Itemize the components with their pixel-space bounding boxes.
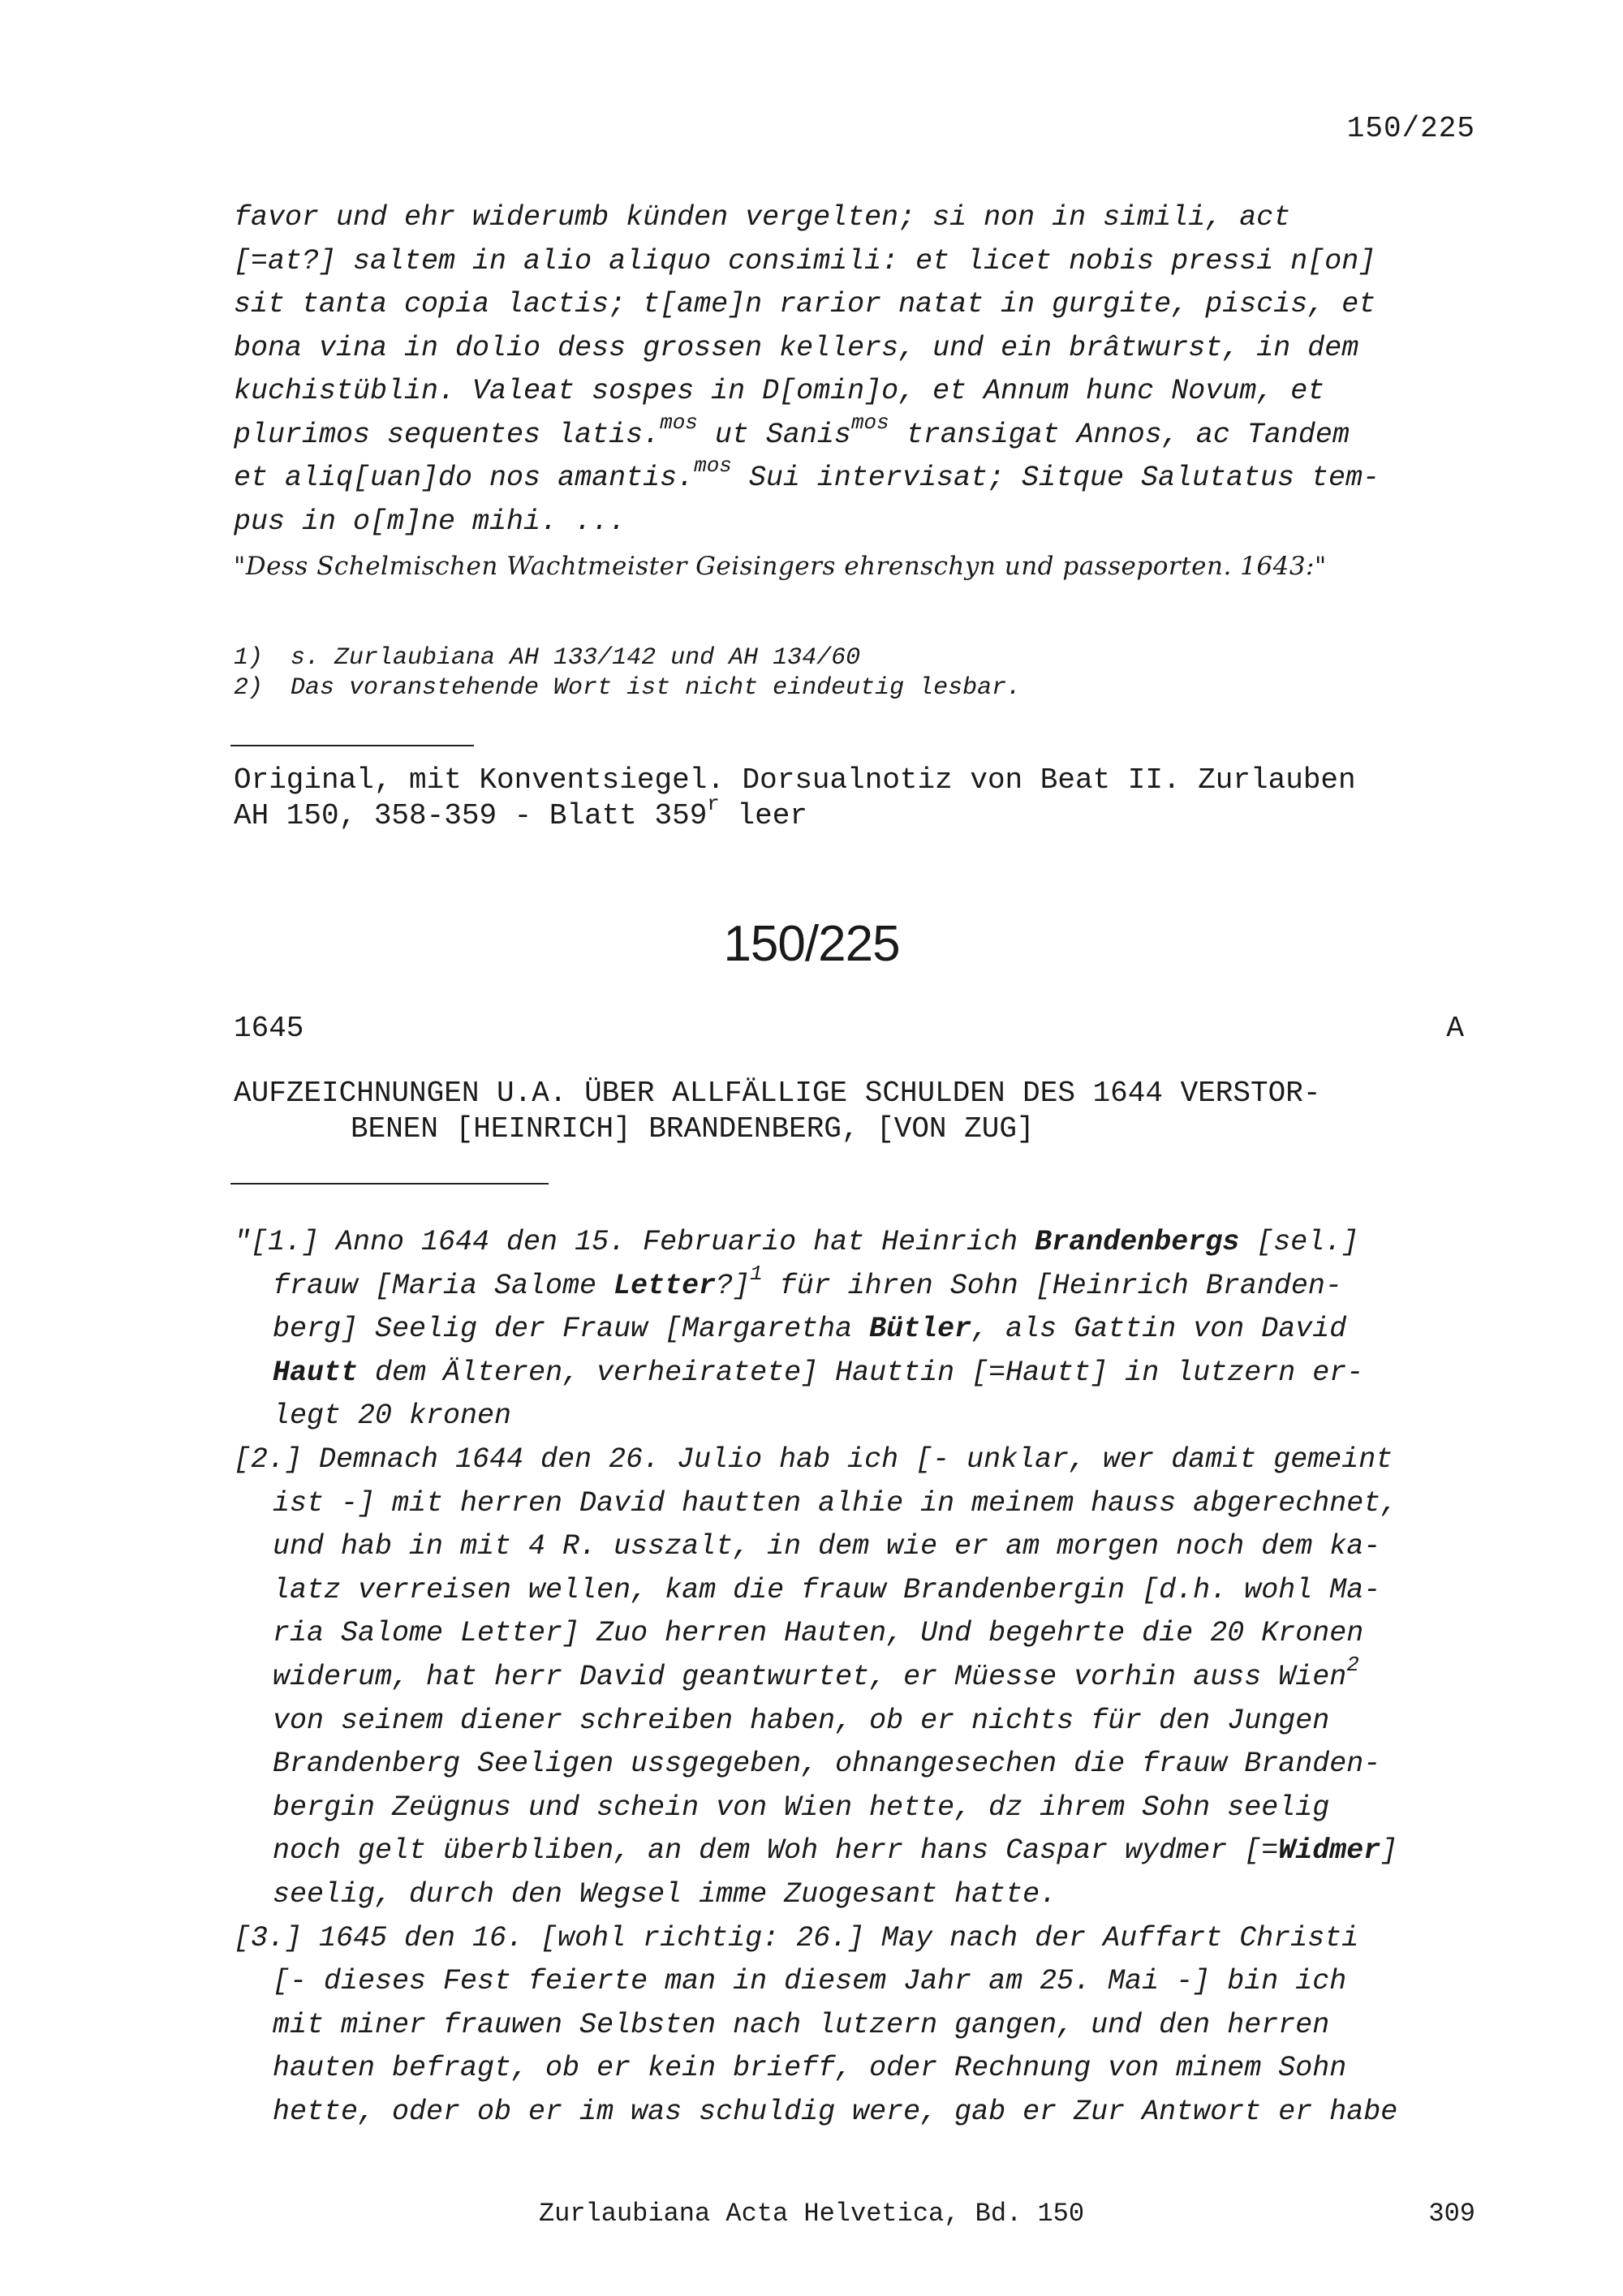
text-line: sit tanta copia lactis; t[ame]n rarior natat in gurgite, piscis, et	[234, 288, 1376, 320]
transcript-line	[234, 1743, 1500, 1786]
page-number: 309	[1428, 2199, 1475, 2229]
text-run: widerum, hat herr David geantwurtet, er Müesse vorhin auss Wien	[273, 1660, 1347, 1693]
transcript-line	[234, 1917, 1500, 1961]
document-heading	[234, 1076, 1320, 1147]
superscript: mos	[694, 454, 732, 479]
text-run: plurimos sequentes latis.	[234, 418, 661, 451]
document-year: 1645	[234, 1012, 304, 1045]
latin-text-block	[234, 196, 1500, 544]
text-line: bona vina in dolio dess grossen kellers, und ein brâtwurst, in dem	[234, 331, 1359, 364]
transcript-line	[234, 1352, 1500, 1395]
text-line: pus in o[m]ne mihi. ...	[234, 505, 626, 538]
text-run: hette, oder ob er im was schuldig were, gab er Zur Antwort er habe	[273, 2095, 1398, 2128]
text-run: hauten befragt, ob er kein brieff, oder Rechnung von minem Sohn	[273, 2052, 1347, 2085]
transcript-line	[234, 1960, 1500, 2004]
superscript: mos	[660, 410, 698, 435]
text-run: ist -] mit herren David hautten alhie in meinem hauss abgerechnet,	[273, 1486, 1398, 1520]
footer-title: Zurlaubiana Acta Helvetica, Bd. 150	[538, 2199, 1085, 2229]
text-run: "[1.] Anno 1644 den 15. Februario hat Heinrich	[234, 1226, 1035, 1258]
transcript-line	[234, 2004, 1500, 2048]
source-note-line	[234, 792, 1356, 834]
text-run: seelig, durch den Wegsel imme Zuogesant hatte.	[273, 1877, 1057, 1911]
superscript: r	[707, 792, 720, 816]
text-run: von seinem diener schreiben haben, ob er nichts für den Jungen	[273, 1704, 1330, 1737]
document-number: 150/225	[723, 916, 900, 972]
transcript-line	[234, 2091, 1500, 2135]
text-run: noch gelt überbliben, an dem Woh herr hans Caspar wydmer [=	[273, 1834, 1279, 1868]
footnote-divider	[230, 745, 474, 746]
transcript-line	[234, 1525, 1500, 1569]
text-run: ut Sanis	[697, 418, 851, 451]
superscript: mos	[850, 410, 889, 435]
text-run: [3.] 1645 den 16. [wohl richtig: 26.] May nach der Auffart Christi	[234, 1921, 1359, 1954]
text-run: [2.] Demnach 1644 den 26. Julio hab ich [- unklar, wer damit gemeint	[234, 1443, 1393, 1476]
footnote-text: Das voranstehende Wort ist nicht eindeutig lesbar.	[291, 674, 1022, 702]
text-line	[234, 454, 1500, 501]
text-run: frauw [Maria Salome	[273, 1269, 614, 1302]
transcript-line	[234, 1482, 1500, 1526]
text-run: Brandenberg Seeligen ussgegeben, ohnangesechen die frauw Branden-	[273, 1748, 1381, 1781]
bold-name: Brandenbergs	[1035, 1226, 1240, 1258]
text-run: ria Salome Letter] Zuo herren Hauten, Und begehrte die 20 Kronen	[273, 1617, 1364, 1650]
text-run: latz verreisen wellen, kam die frauw Brandenbergin [d.h. wohl Ma-	[273, 1573, 1381, 1606]
text-run: Sui intervisat; Sitque Salutatus tem-	[731, 462, 1380, 494]
footnotes	[234, 643, 1021, 703]
text-run: mit miner frauwen Selbsten nach lutzern gangen, und den herren	[273, 2008, 1330, 2041]
transcript-line	[234, 1873, 1500, 1917]
text-line: [=at?] saltem in alio aliquo consimili: et licet nobis pressi n[on]	[234, 244, 1376, 277]
transcript-line	[234, 1261, 1500, 1309]
transcript-line	[234, 1221, 1500, 1265]
transcript-line	[234, 1786, 1500, 1830]
document-letter: A	[1446, 1012, 1464, 1045]
header-reference: 150/225	[1346, 112, 1475, 145]
transcript-line	[234, 1612, 1500, 1656]
transcript-line	[234, 1700, 1500, 1743]
transcript-line	[234, 1438, 1500, 1482]
bold-name: Bütler	[869, 1313, 972, 1346]
transcript-line	[234, 1308, 1500, 1352]
bold-name: Hautt	[273, 1356, 359, 1389]
transcript-line	[234, 1395, 1500, 1438]
text-run: transigat Annos, ac Tandem	[889, 418, 1350, 451]
heading-divider	[230, 1183, 549, 1185]
text-run: und hab in mit 4 R. usszalt, in dem wie er am morgen noch dem ka-	[273, 1530, 1381, 1563]
script-title-line: "Dess Schelmischen Wachtmeister Geisingers ehrenschyn und passeporten. 1643:"	[234, 552, 1327, 581]
heading-line: BENEN [HEINRICH] BRANDENBERG, [VON ZUG]	[351, 1112, 1035, 1146]
text-run: bergin Zeügnus und schein von Wien hette, dz ihrem Sohn seelig	[273, 1791, 1330, 1824]
text-line	[234, 410, 1500, 458]
footnote-number: 2)	[234, 674, 264, 702]
transcript-line	[234, 1829, 1500, 1873]
text-run: für ihren Sohn [Heinrich Branden-	[762, 1269, 1342, 1302]
text-run: legt 20 kronen	[273, 1400, 512, 1433]
transcript-line	[234, 2047, 1500, 2091]
footnote-marker: 2	[1346, 1653, 1359, 1678]
text-run: [- dieses Fest feierte man in diesem Jahr am 25. Mai -] bin ich	[273, 1965, 1347, 1998]
text-line: kuchistüblin. Valeat sospes in D[omin]o, et Annum hunc Novum, et	[234, 375, 1325, 407]
transcript-block	[234, 1221, 1500, 2134]
text-run: [sel.]	[1239, 1226, 1359, 1258]
footnote	[234, 673, 1021, 703]
bold-name: Widmer	[1278, 1834, 1381, 1868]
source-note-text: leer	[719, 799, 807, 832]
text-line: favor und ehr widerumb künden vergelten; si non in simili, act	[234, 201, 1291, 234]
footnote	[234, 643, 1021, 673]
source-note-text: AH 150, 358-359 - Blatt 359	[234, 799, 708, 832]
text-run: dem Älteren, verheiratete] Hauttin [=Hautt] in lutzern er-	[358, 1356, 1364, 1389]
text-run: et aliq[uan]do nos amantis.	[234, 462, 695, 494]
text-run: ]	[1380, 1834, 1398, 1868]
footnote-number: 1)	[234, 644, 264, 672]
text-run: , als Gattin von David	[971, 1313, 1347, 1346]
source-note	[234, 763, 1356, 834]
text-run: ?]	[716, 1269, 751, 1302]
transcript-line	[234, 1569, 1500, 1613]
bold-name: Letter	[613, 1269, 717, 1302]
footnote-marker: 1	[750, 1261, 763, 1286]
text-run: berg] Seelig der Frauw [Margaretha	[273, 1313, 870, 1346]
footnote-text: s. Zurlaubiana AH 133/142 und AH 134/60	[291, 644, 861, 672]
source-note-line: Original, mit Konventsiegel. Dorsualnotiz von Beat II. Zurlauben	[234, 763, 1356, 797]
transcript-line	[234, 1653, 1500, 1700]
heading-line: AUFZEICHNUNGEN U.A. ÜBER ALLFÄLLIGE SCHULDEN DES 1644 VERSTOR-	[234, 1077, 1321, 1110]
